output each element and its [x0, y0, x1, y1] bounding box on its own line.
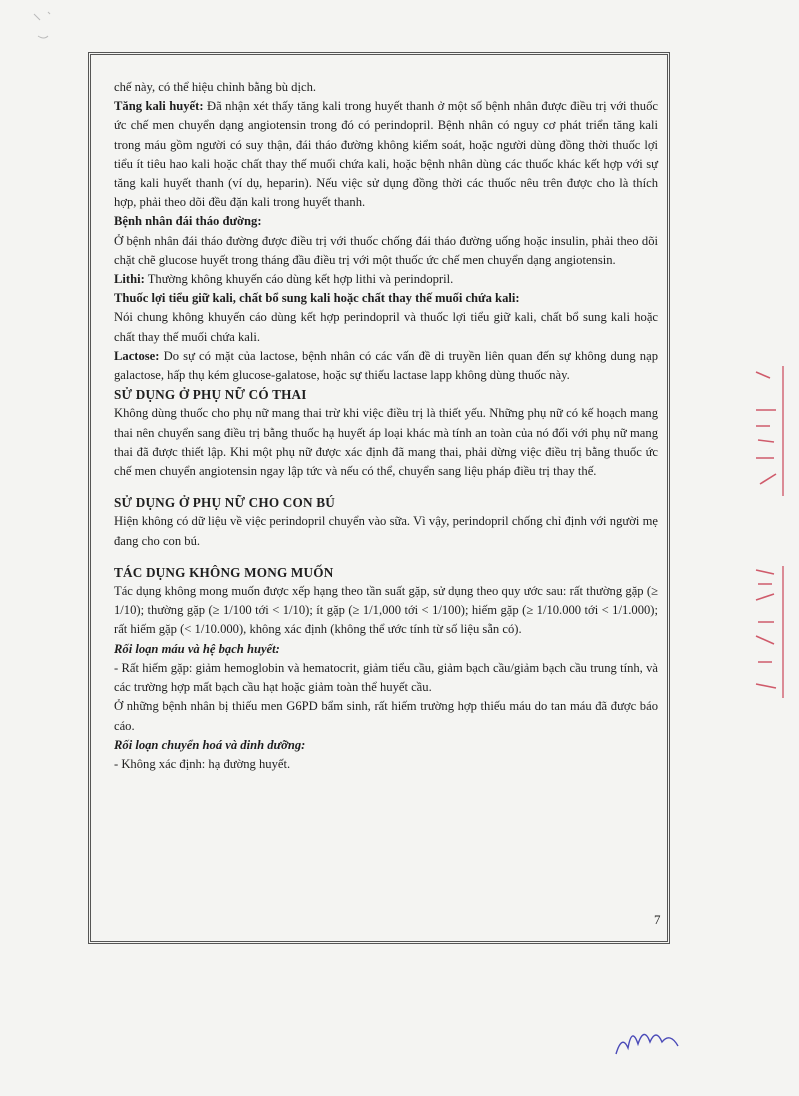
subheading: Lactose:: [114, 348, 160, 363]
paragraph-text: Thường không khuyến cáo dùng kết hợp lithi và perindopril.: [144, 272, 454, 287]
section-heading: SỬ DỤNG Ở PHỤ NỮ CÓ THAI: [114, 387, 307, 403]
stamp-partial: [752, 366, 782, 496]
section-heading: TÁC DỤNG KHÔNG MONG MUỐN: [114, 564, 334, 580]
page-number: 7: [654, 912, 661, 927]
paragraph-text: Do sự có mặt của lactose, bệnh nhân có các vấn đề di truyền liên quan đến sự không dung nạp galactose, hấp thụ kém glucose-galatose, hoặc sự thiếu lactase lapp không dùng thuốc này.: [114, 348, 658, 383]
subheading: Rối loạn chuyển hoá và dinh dưỡng:: [114, 737, 306, 752]
paragraph: Ở những bệnh nhân bị thiếu men G6PD bẩm sinh, rất hiếm trường hợp thiếu máu do tan máu đã được báo cáo.: [114, 699, 658, 733]
paragraph: [114, 270, 658, 289]
paragraph: chế này, có thể hiệu chỉnh bằng bù dịch.: [114, 80, 317, 94]
paragraph: - Rất hiếm gặp: giảm hemoglobin và hematocrit, giảm tiểu cầu, giảm bạch cầu/giảm bạch cầu trung tính, và các trường hợp mất bạch cầu hạt hoặc giảm toàn thể huyết cầu.: [114, 660, 658, 695]
document-body: [114, 78, 658, 774]
subheading: Thuốc lợi tiểu giữ kali, chất bổ sung kali hoặc chất thay thế muối chứa kali:: [114, 291, 520, 306]
paragraph-text: Đã nhận xét thấy tăng kali trong huyết thanh ở một số bệnh nhân được điều trị với thuốc ức chế men chuyển dạng angiotensin trong đó có perindopril. Bệnh nhân có nguy cơ phát triển tăng kali trong máu gồm người có suy thận, đái tháo đường không kiểm soát, hoặc người dùng đồng thời thuốc lợi tiểu ít tiêu hao kali hoặc chất thay thế muối chứa kali, hoặc bệnh nhân dùng các thuốc khác kết hợp với sự tăng kali huyết thanh (ví dụ, heparin). Nếu việc sử dụng đồng thời các thuốc nêu trên được cho là thích hợp, phải theo dõi đều đặn kali trong huyết thanh.: [114, 99, 658, 210]
signature: [612, 1010, 692, 1070]
section-heading: SỬ DỤNG Ở PHỤ NỮ CHO CON BÚ: [114, 495, 335, 511]
subheading: Bệnh nhân đái tháo đường:: [114, 214, 262, 229]
paragraph: - Không xác định: hạ đường huyết.: [114, 756, 291, 771]
subheading: Tăng kali huyết:: [114, 99, 204, 114]
subheading: Rối loạn máu và hệ bạch huyết:: [114, 641, 280, 656]
paragraph: Hiện không có dữ liệu về việc perindopril chuyển vào sữa. Vì vậy, perindopril chống chỉ định với người mẹ đang cho con bú.: [114, 514, 658, 548]
paragraph: [114, 97, 658, 212]
paragraph: Tác dụng không mong muốn được xếp hạng theo tần suất gặp, sử dụng theo quy ước sau: rất thường gặp (≥ 1/10); thường gặp (≥ 1/100 tới < 1/10); ít gặp (≥ 1/1,000 tới < 1/100); hiếm gặp (≥ 1/10.000 tới < 1/1.000); rất hiếm gặp (< 1/10.000), không xác định (không thể ước tính từ số liệu sẵn có).: [114, 584, 658, 637]
subheading: Lithi:: [114, 272, 145, 287]
paragraph: Không dùng thuốc cho phụ nữ mang thai trừ khi việc điều trị là thiết yếu. Những phụ nữ có kế hoạch mang thai nên chuyển sang điều trị bằng thuốc hạ huyết áp loại khác mà tính an toàn của nó đối với phụ nữ mang thai đã được thiết lập. Khi một phụ nữ được xác định đã mang thai, phải dừng việc điều trị bằng thuốc ức chế men chuyển angiotensin ngay lập tức và nếu có thể, chuyển sang liệu pháp điều trị thay thế.: [114, 406, 658, 479]
paragraph: Nói chung không khuyến cáo dùng kết hợp perindopril và thuốc lợi tiểu giữ kali, chất bổ sung kali hoặc chất thay thế muối chứa kali.: [114, 310, 658, 344]
paragraph: Ở bệnh nhân đái tháo đường được điều trị với thuốc chống đái tháo đường uống hoặc insulin, phải theo dõi chặt chẽ glucose huyết trong tháng đầu điều trị với một thuốc ức chế men chuyển dạng angiotensin.: [114, 233, 658, 267]
paragraph: [114, 347, 658, 385]
scan-corner-mark: [30, 6, 60, 46]
stamp-partial: [752, 566, 782, 698]
